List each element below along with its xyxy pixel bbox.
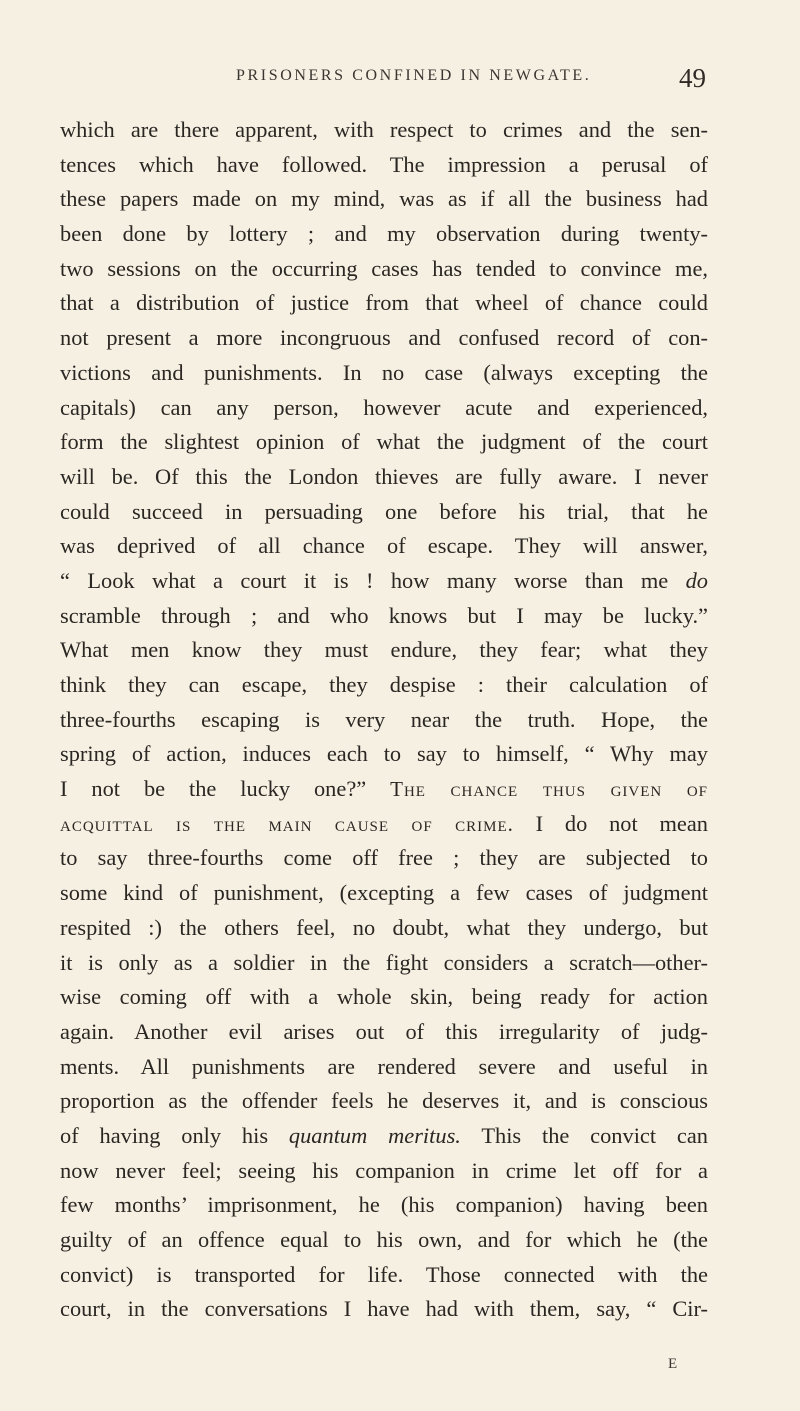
- text-segment: guilty of an offence equal to his own, and for which he (the: [60, 1227, 708, 1252]
- text-line: [60, 1223, 708, 1258]
- text-line: [60, 1050, 708, 1085]
- text-line: [60, 1084, 708, 1119]
- italic-text: do: [685, 567, 708, 593]
- text-segment: now never feel; seeing his companion in crime let off for a: [60, 1157, 708, 1183]
- text-segment: of having only his: [60, 1122, 289, 1148]
- signature-mark: E: [668, 1356, 678, 1372]
- body-text: [60, 113, 708, 1327]
- text-line: [60, 460, 708, 495]
- text-segment: I do not mean: [513, 810, 709, 836]
- text-line: [60, 1015, 708, 1050]
- text-line: [60, 1119, 708, 1154]
- text-segment: could succeed in persuading one before his trial, that he: [60, 498, 708, 524]
- text-line: [60, 841, 708, 876]
- running-head: [236, 63, 706, 103]
- text-segment: spring of action, induces each to say to himself, “ Why may: [60, 741, 708, 767]
- text-segment: some kind of punishment, (excepting a few cases of judgment: [60, 880, 708, 906]
- text-segment: What men know they must endure, they fear; what they: [60, 637, 708, 663]
- text-segment: victions and punishments. In no case (always excepting the: [60, 359, 708, 385]
- text-line: [60, 356, 708, 391]
- text-segment: two sessions on the occurring cases has tended to convince me,: [60, 255, 708, 281]
- text-segment: to say three-fourths come off free ; they are subjected to: [60, 845, 708, 871]
- text-segment: scramble through ; and who knows but I may be lucky.”: [60, 602, 708, 628]
- text-segment: not present a more incongruous and confused record of con-: [60, 325, 708, 351]
- text-line: [60, 529, 708, 564]
- text-segment: court, in the conversations I have had with them, say, “ Cir-: [60, 1296, 708, 1322]
- text-segment: wise coming off with a whole skin, being ready for action: [60, 984, 708, 1010]
- text-segment: that a distribution of justice from that wheel of chance could: [60, 290, 708, 316]
- text-line: [60, 876, 708, 911]
- text-line: [60, 113, 708, 148]
- text-line: [60, 1188, 708, 1223]
- text-line: [60, 772, 708, 807]
- text-line: [60, 148, 708, 183]
- text-line: [60, 737, 708, 772]
- text-line: [60, 495, 708, 530]
- text-segment: these papers made on my mind, was as if all the business had: [60, 186, 708, 212]
- running-title: PRISONERS CONFINED IN NEWGATE.: [236, 67, 592, 84]
- text-line: [60, 703, 708, 738]
- text-line: [60, 1258, 708, 1293]
- text-line: [60, 1292, 708, 1327]
- text-segment: form the slightest opinion of what the judgment of the court: [60, 429, 708, 455]
- text-segment: been done by lottery ; and my observation during twenty-: [60, 221, 708, 247]
- text-line: [60, 425, 708, 460]
- text-line: [60, 286, 708, 321]
- text-line: [60, 1154, 708, 1189]
- text-segment: convict) is transported for life. Those connected with the: [60, 1261, 708, 1287]
- text-segment: few months’ imprisonment, he (his companion) having been: [60, 1192, 708, 1218]
- text-segment: again. Another evil arises out of this irregularity of judg-: [60, 1018, 708, 1044]
- text-line: [60, 599, 708, 634]
- text-line: [60, 182, 708, 217]
- text-segment: “ Look what a court it is ! how many worse than me: [60, 567, 686, 593]
- text-segment: was deprived of all chance of escape. They will answer,: [60, 533, 708, 559]
- text-line: [60, 633, 708, 668]
- text-line: [60, 807, 708, 842]
- italic-text: quantum meritus.: [288, 1122, 461, 1148]
- page-number: 49: [679, 63, 706, 93]
- text-line: [60, 946, 708, 981]
- text-line: [60, 980, 708, 1015]
- text-segment: will be. Of this the London thieves are fully aware. I never: [60, 463, 708, 489]
- text-line: [60, 217, 708, 252]
- text-line: [60, 252, 708, 287]
- text-segment: This the convict can: [460, 1122, 708, 1148]
- text-line: [60, 911, 708, 946]
- text-segment: three-fourths escaping is very near the truth. Hope, the: [60, 706, 708, 732]
- text-segment: it is only as a soldier in the fight considers a scratch—other-: [60, 949, 708, 975]
- small-caps-text: acquittal is the main cause of crime.: [60, 811, 514, 836]
- text-segment: proportion as the offender feels he deserves it, and is conscious: [60, 1088, 708, 1114]
- text-segment: ments. All punishments are rendered severe and useful in: [60, 1053, 708, 1079]
- text-line: [60, 564, 708, 599]
- text-segment: I not be the lucky one?”: [60, 776, 391, 802]
- text-segment: which are there apparent, with respect to crimes and the sen-: [60, 117, 708, 142]
- text-line: [60, 391, 708, 426]
- small-caps-text: The chance thus given of: [390, 777, 708, 802]
- text-segment: tences which have followed. The impression a perusal of: [60, 151, 708, 177]
- text-line: [60, 321, 708, 356]
- text-segment: capitals) can any person, however acute and experienced,: [60, 394, 708, 420]
- text-line: [60, 668, 708, 703]
- text-segment: think they can escape, they despise : their calculation of: [60, 672, 708, 697]
- text-segment: respited :) the others feel, no doubt, what they undergo, but: [60, 914, 708, 940]
